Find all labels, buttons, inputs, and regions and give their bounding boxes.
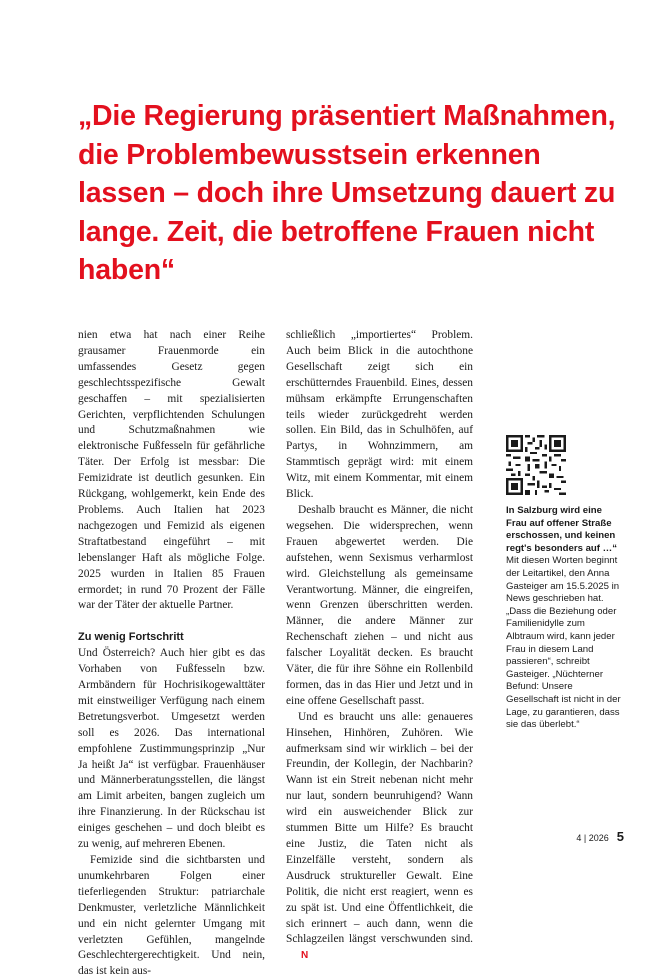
paragraph: Deshalb braucht es Männer, die nicht wegsehen. Die widersprechen, wenn Frauen abgewertet werden. Die aufstehen, wenn Sexismus verharmlost wird. Gleichstellung als gemeinsame Verantwortung. Männer, die eingreifen, wenn Grenzen überschritten werden. Männer, die andere Männer zur Rechenschaft ziehen – und nicht aus falscher Loyalität decken. Es braucht Väter, die für ihre Söhne ein Rollenbild formen, das in das Hier und Jetzt und in eine offene Gesellschaft passt. [286,503,473,707]
sidebar-lead: In Salzburg wird eine Frau auf offener Straße erschossen, und keinen regt's besonders auf …“ [506,505,618,554]
article-column-2 [286,328,473,964]
paragraph [286,710,473,965]
page-number: 5 [616,829,624,844]
paragraph: schließlich „importiertes“ Problem. Auch beim Blick in die autochthone Gesellschaft zeigt sich ein erschütterndes Frauenbild. Eines, dessen mühsam erkämpfte Errungenschaften teils wieder zurückgedreht werden sollen. Ein Bild, das in Schulhöfen, auf Partys, in Wohnzimmern, am Stammtisch geprägt wird: mit einem Witz, mit einem Kommentar, mit einem Blick. [286,329,473,501]
paragraph: nien etwa hat nach einer Reihe grausamer Frauenmorde ein umfassendes Gesetz gegen geschlechtsspezifische Gewalt geschaffen – mit spezialisierten Gerichten, verpflichtenden Schulungen und Schutzmaßnahmen wie elektronische Fußfesseln für gefährliche Täter. Der Erfolg ist messbar: Die Femizidrate ist deutlich gesunken. Ein Rückgang, wohlgemerkt, kein Ende des Problems. Auch Italien hat 2023 nachgezogen und Femizid als eigenen Straftatbestand eingeführt – mit lebenslanger Haft als mögliche Folge. 2025 wurden in Italien 85 Frauen ermordet; in rund 70 Prozent der Fälle war der Täter der aktuelle Partner. [78,329,265,612]
paragraph: Und Österreich? Auch hier gibt es das Vorhaben von Fußfesseln bzw. Armbändern für Hochrisikogewalttäter mit einstweiliger Verfügung nach einem Betretungsverbot. Umgesetzt werden soll es 2026. Das international empfohlene Zustimmungsprinzip „Nur Ja heißt Ja“ ist verfügbar. Frauenhäuser und Männerberatungsstellen, die längst am Limit arbeiten, bangen zugleich um ihre Finanzierung. In der Rückschau ist einiges geschehen – und doch bleibt es zu wenig, auf mehreren Ebenen. [78,647,265,851]
page-footer [576,829,624,844]
paragraph: Femizide sind die sichtbarsten und unumkehrbaren Folgen einer tieferliegenden Struktur: patriarchale Denkmuster, verletzliche Männlichkeit und ein nicht gelernter Umgang mit verletzten Gefühlen, mangelnde Geschlechtergerechtigkeit. Und nein, das ist kein aus- [78,854,265,978]
section-subheading: Zu wenig Fortschritt [78,631,184,644]
headline-quote: „Die Regierung präsentiert Maßnahmen, die Problembewusstsein erkennen lassen – doch ihre Umsetzung dauert zu lange. Zeit, die betroffene Frauen nicht haben“ [78,100,616,286]
sidebar-body: Mit diesen Worten beginnt der Leitartikel, den Anna Gasteiger am 15.5.2025 in News geschrieben hat. „Dass die Beziehung oder Familienidylle zum Albtraum wird, kann jeder Frau in diesem Land passieren“, schreibt Gasteiger. „Nüchterner Befund: Unsere Gesellschaft ist nicht in der Lage, zu garantieren, dass sie das überlebt.“ [506,555,621,731]
issue-label: 4 | 2026 [576,833,609,843]
article-column-1 [78,328,265,980]
sidebar-note [506,505,624,732]
paragraph-text: Und es braucht uns alle: genaueres Hinsehen, Hinhören, Zuhören. Wie aufmerksam sind wir wirklich – bei der Freundin, der Kollegin, der Nachbarin? Wann ist ein Streit nebenan nicht mehr nur laut, sondern beunruhigend? Wann wird ein ausweichender Blick zur stummen Bitte um Hilfe? Es braucht eine Justiz, die Taten nicht als Einzelfälle versteht, sondern als Ausdruck struktureller Gewalt. Eine Politik, die nicht erst reagiert, wenn es zu spät ist. Und eine Öffentlichkeit, die sich erinnert – auch dann, wenn die Schlagzeilen längst verschwunden sind. [286,710,473,946]
end-mark-icon: N [301,950,309,962]
qr-code-icon[interactable] [506,435,566,495]
